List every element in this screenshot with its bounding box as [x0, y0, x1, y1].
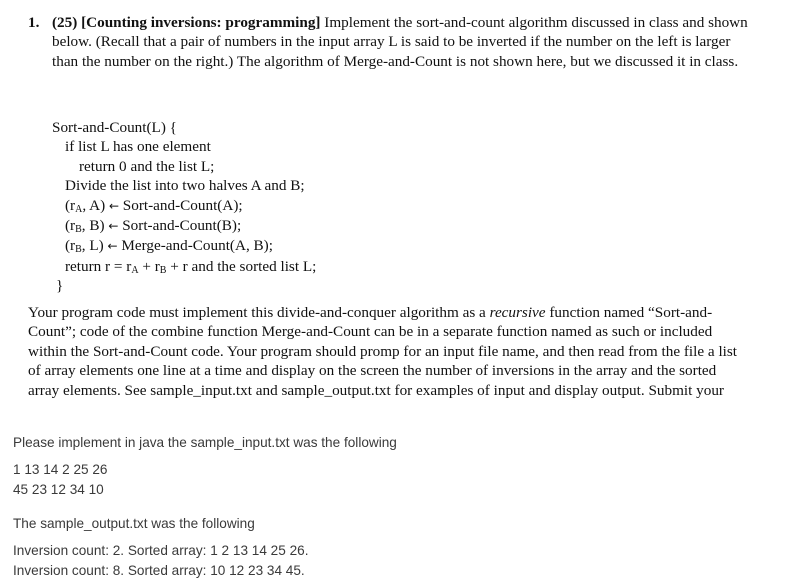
code-text: (r	[65, 196, 76, 214]
sample-output-line-2: Inversion count: 8. Sorted array: 10 12 23 34 45.	[13, 563, 305, 578]
code-text: (r	[65, 217, 76, 235]
left-arrow-icon: ←	[107, 239, 118, 254]
code-text: , A)	[82, 196, 109, 214]
instructions-paragraph	[28, 303, 748, 400]
left-arrow-icon: ←	[108, 219, 119, 234]
sample-output-line-1: Inversion count: 2. Sorted array: 1 2 13 14 25 26.	[13, 543, 309, 558]
code-line-6	[52, 216, 316, 236]
code-line-9: }	[56, 277, 64, 295]
code-line-7	[52, 236, 316, 256]
question-intro	[52, 13, 757, 71]
left-arrow-icon: ←	[108, 198, 119, 213]
question-intro-text: Implement the sort-and-count algorithm discussed in class and shown below. (Recall that a pair of numbers in the input array L is said to be inverted if the number on the left is larger than the number on the right.) The algorithm of Merge-and-Count is not shown here, but we discussed it in class.	[52, 14, 748, 70]
code-line-5	[52, 196, 316, 216]
request-prompt: Please implement in java the sample_input.txt was the following	[13, 435, 397, 450]
sample-input-line-2: 45 23 12 34 10	[13, 482, 104, 497]
code-line-8	[52, 257, 316, 276]
subscript: A	[75, 203, 83, 215]
instructions-text: Your program code must implement this divide-and-conquer algorithm as a	[28, 304, 490, 321]
code-text: + r	[138, 257, 160, 275]
question-number: 1.	[28, 14, 40, 31]
subscript: B	[75, 224, 82, 236]
pseudocode-block	[52, 118, 316, 296]
sample-input-line-1: 1 13 14 2 25 26	[13, 462, 108, 477]
code-text: return r = r	[65, 257, 132, 275]
subscript: B	[75, 244, 82, 256]
code-text: , B)	[81, 217, 109, 235]
subscript: B	[159, 264, 167, 276]
code-line-3: return 0 and the list L;	[79, 157, 215, 175]
code-text: Sort-and-Count(A);	[119, 196, 243, 214]
code-line-1: Sort-and-Count(L) {	[52, 119, 177, 136]
question-title: [Counting inversions: programming]	[81, 14, 321, 31]
code-text: + r and the sorted list L;	[166, 257, 317, 275]
subscript: A	[131, 264, 139, 276]
output-label: The sample_output.txt was the following	[13, 516, 255, 531]
question-points: (25)	[52, 14, 78, 31]
code-text: Sort-and-Count(B);	[118, 217, 242, 235]
code-text: , L)	[81, 237, 108, 255]
instructions-text: function named “Sort-and-Count”; code of the combine function Merge-and-Count can be in a separate function named as such or included within the Sort-and-Count code. Your program should promp for an input file name, and then read from the file a list of array elements one line at a time and display on the screen the number of inversions in the array and the sorted array elements. See sample_input.txt and sample_output.txt for examples of input and display output. Submit your	[28, 304, 738, 399]
code-line-4: Divide the list into two halves A and B;	[65, 177, 305, 195]
code-line-2: if list L has one element	[65, 138, 211, 156]
instructions-italic: recursive	[489, 304, 546, 321]
code-text: (r	[65, 237, 76, 255]
code-text: Merge-and-Count(A, B);	[117, 237, 273, 255]
